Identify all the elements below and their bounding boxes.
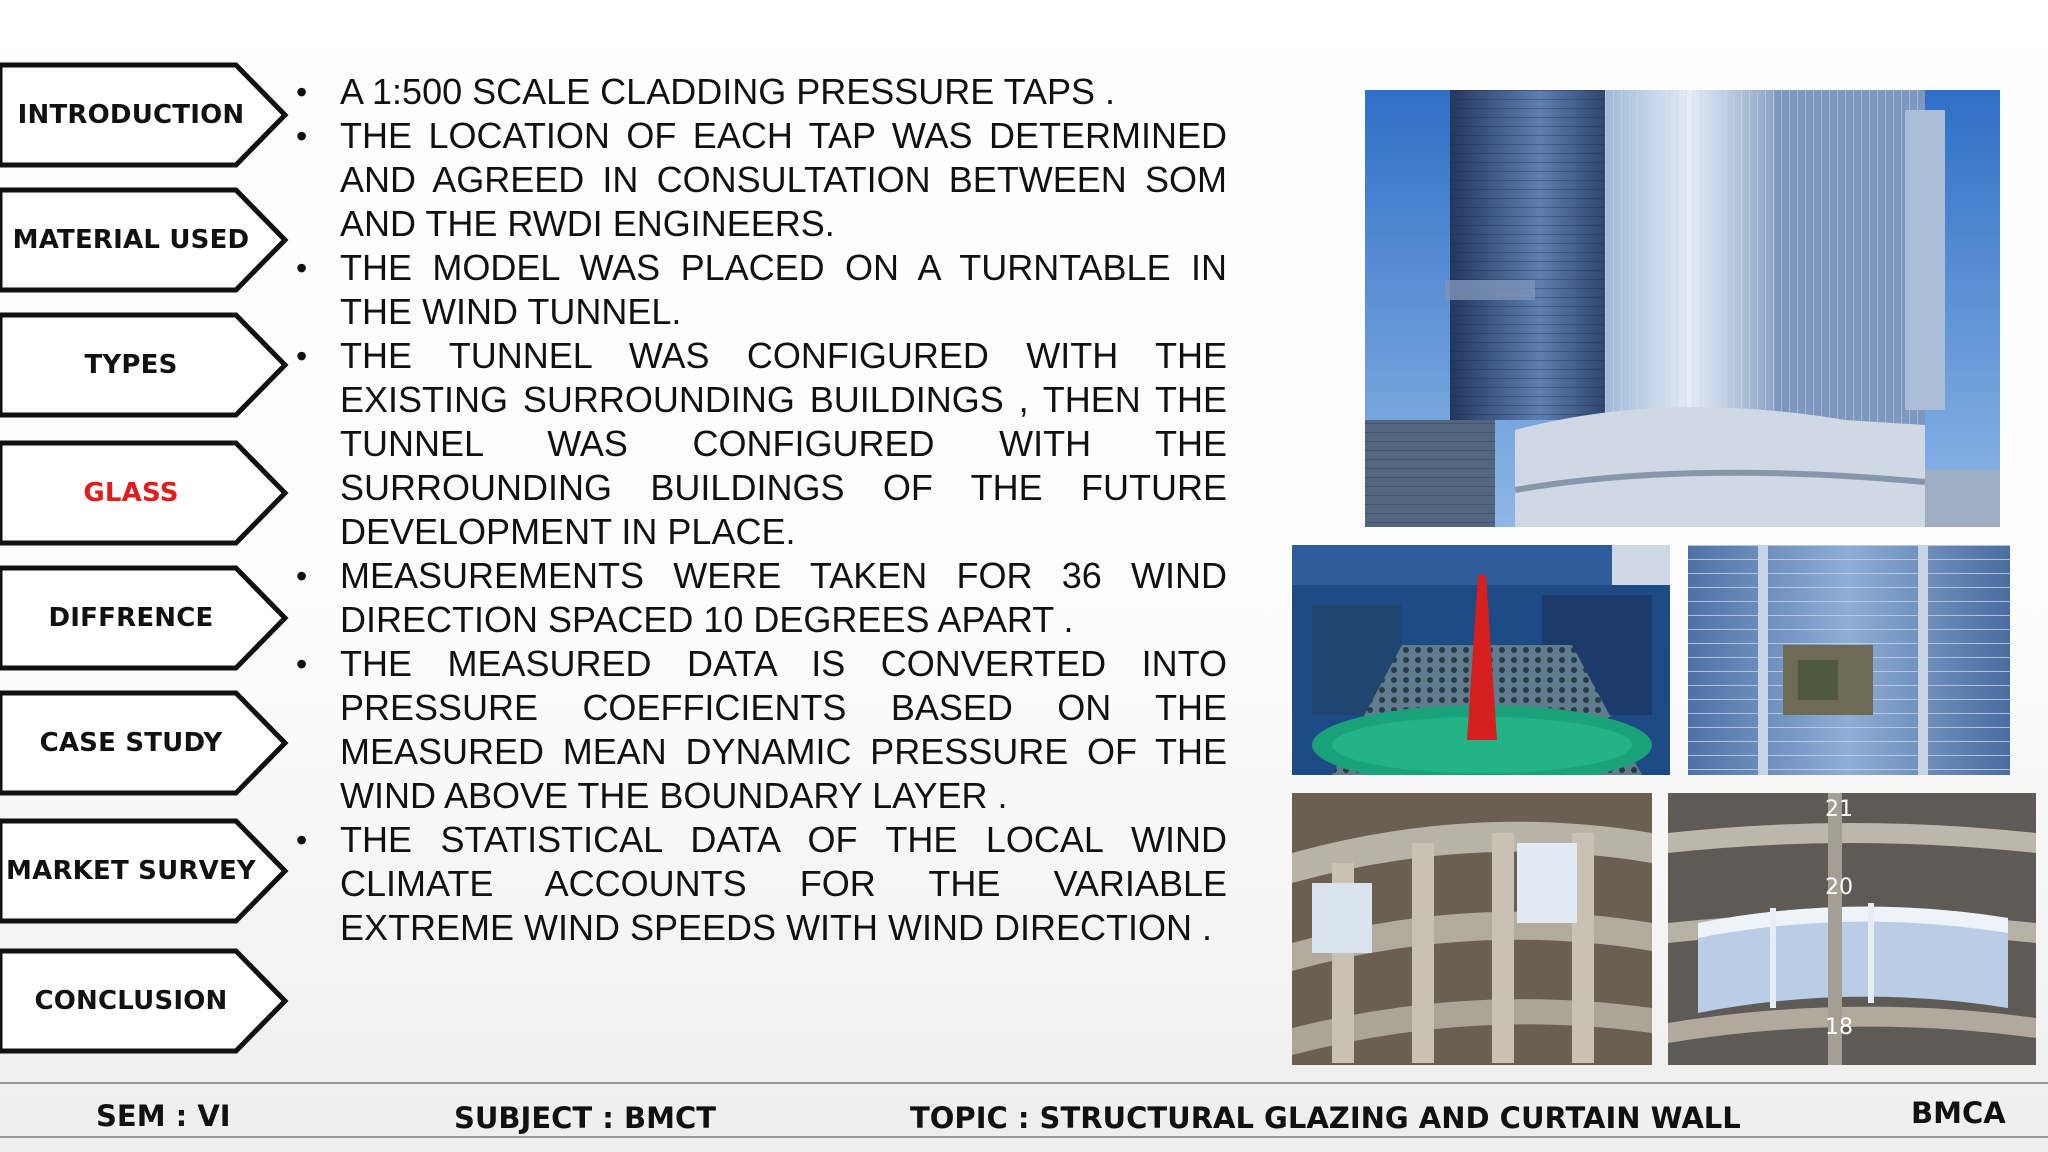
bullet-icon: • (296, 646, 308, 682)
nav-item-conclusion[interactable] (0, 948, 290, 1054)
bullet-icon: • (296, 822, 308, 858)
bullet-item (292, 642, 1227, 818)
nav-item-material-used[interactable] (0, 187, 290, 293)
bullet-text: THE LOCATION OF EACH TAP WAS DETERMINED AND AGREED IN CONSULTATION BETWEEN SOM AND THE RWDI ENGINEERS. (340, 115, 1227, 244)
bullet-item (292, 70, 1227, 114)
nav-label: MARKET SURVEY (6, 856, 256, 886)
footer-divider-top (0, 1082, 2048, 1084)
nav-label: INTRODUCTION (17, 100, 245, 130)
bullet-list (292, 70, 1227, 950)
bullet-item (292, 818, 1227, 950)
bullet-text: THE MODEL WAS PLACED ON A TURNTABLE IN THE WIND TUNNEL. (340, 247, 1227, 332)
bullet-icon: • (296, 118, 308, 154)
footer-subject: SUBJECT : BMCT (454, 1101, 717, 1135)
slide-content (292, 70, 1227, 950)
nav-item-case-study[interactable] (0, 690, 290, 796)
nav-label: CASE STUDY (39, 728, 223, 758)
wind-tunnel-model-photo (1292, 545, 1670, 775)
tower-photo (1365, 90, 2000, 527)
nav-item-introduction[interactable] (0, 62, 290, 168)
nav-item-diffrence[interactable] (0, 565, 290, 671)
bullet-item (292, 554, 1227, 642)
footer-divider-bottom (0, 1136, 2048, 1138)
nav-label: GLASS (83, 478, 179, 508)
footer-sem: SEM : VI (96, 1099, 231, 1133)
construction-photo-right (1668, 793, 2036, 1065)
nav-label: DIFFRENCE (48, 603, 214, 633)
bullet-text: THE MEASURED DATA IS CONVERTED INTO PRESSURE COEFFICIENTS BASED ON THE MEASURED MEAN DYNAMIC PRESSURE OF THE WIND ABOVE THE BOUNDARY LAYER . (340, 643, 1227, 816)
bullet-text: THE TUNNEL WAS CONFIGURED WITH THE EXISTING SURROUNDING BUILDINGS , THEN THE TUNNEL WAS CONFIGURED WITH THE SURROUNDING BUILDINGS OF THE FUTURE DEVELOPMENT IN PLACE. (340, 335, 1227, 552)
bullet-item (292, 334, 1227, 554)
footer-brand: BMCA (1911, 1096, 2006, 1130)
footer-topic: TOPIC : STRUCTURAL GLAZING AND CURTAIN WALL (910, 1101, 1741, 1135)
bullet-text: A 1:500 SCALE CLADDING PRESSURE TAPS . (340, 71, 1115, 112)
floor-number: 20 (1825, 875, 1853, 900)
nav-item-market-survey[interactable] (0, 818, 290, 924)
bullet-icon: • (296, 250, 308, 286)
nav-label: TYPES (84, 350, 178, 380)
bullet-icon: • (296, 338, 308, 374)
bullet-item (292, 114, 1227, 246)
facade-closeup-photo (1688, 545, 2010, 775)
floor-number: 21 (1825, 797, 1853, 822)
section-nav (0, 0, 300, 1080)
construction-photo-left (1292, 793, 1652, 1065)
bullet-icon: • (296, 558, 308, 594)
nav-label: MATERIAL USED (12, 225, 250, 255)
bullet-item (292, 246, 1227, 334)
floor-number: 18 (1825, 1015, 1853, 1040)
bullet-icon: • (296, 74, 308, 110)
bullet-text: MEASUREMENTS WERE TAKEN FOR 36 WIND DIRECTION SPACED 10 DEGREES APART . (340, 555, 1227, 640)
nav-item-glass[interactable] (0, 440, 290, 546)
nav-label: CONCLUSION (34, 986, 228, 1016)
nav-item-types[interactable] (0, 312, 290, 418)
bullet-text: THE STATISTICAL DATA OF THE LOCAL WIND CLIMATE ACCOUNTS FOR THE VARIABLE EXTREME WIND SPEEDS WITH WIND DIRECTION . (340, 819, 1227, 948)
